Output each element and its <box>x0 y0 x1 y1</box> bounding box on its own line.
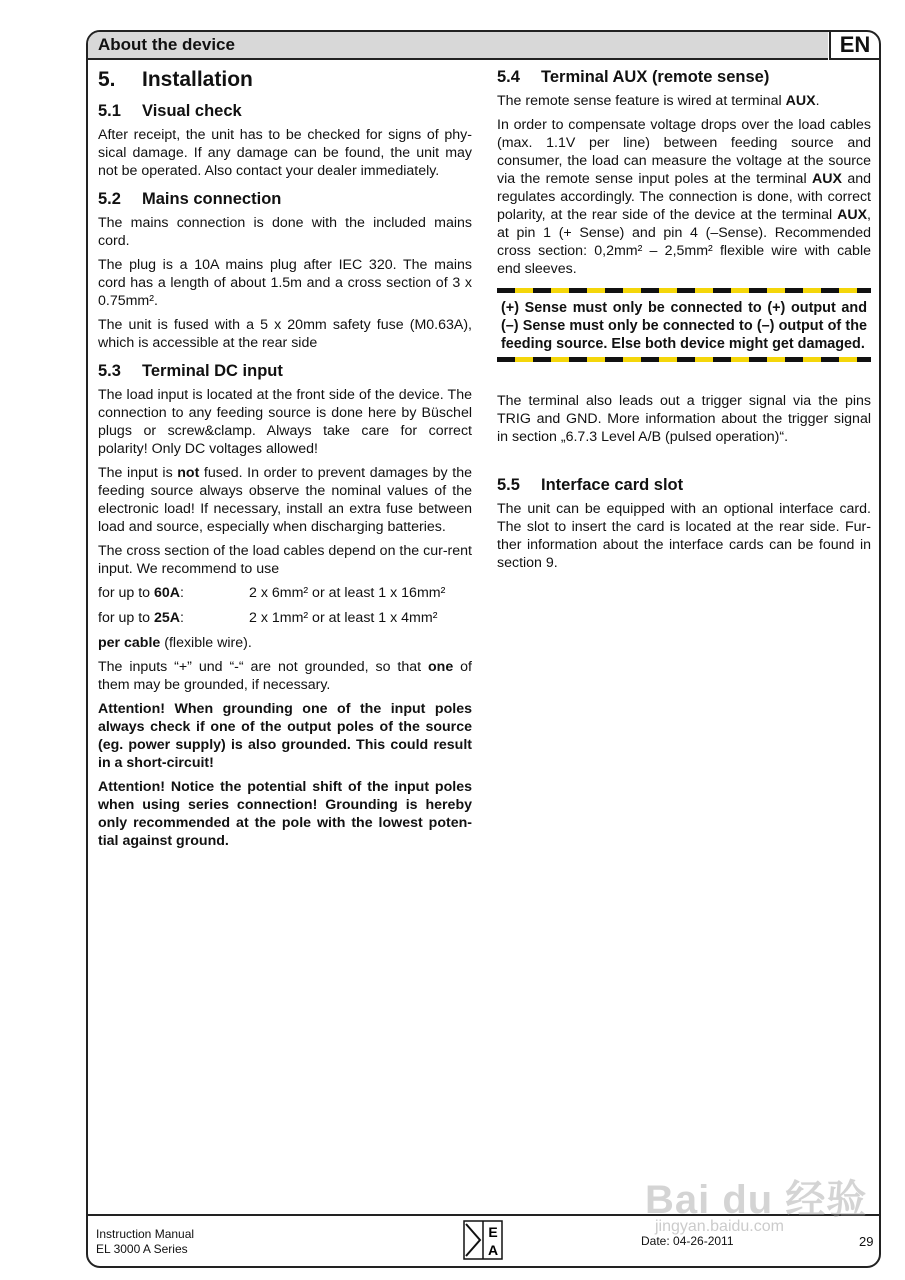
paragraph <box>497 116 871 278</box>
warning-stripe-bottom <box>497 357 871 362</box>
footer-manual <box>96 1227 194 1257</box>
subsection-title: Mains connection <box>142 190 282 208</box>
paragraph: After receipt, the unit has to be checked for signs of phy-sical damage. If any damage can be found, the unit may not be operated. Also contact your dealer immediately. <box>98 127 472 179</box>
text-span: for up to <box>98 610 154 626</box>
subsection-number: 5.1 <box>98 102 121 120</box>
paragraph: The mains connection is done with the included mains cord. <box>98 215 472 249</box>
logo-letter-e: E <box>488 1224 498 1240</box>
watermark-brand: Bai du 经验 <box>645 1178 868 1222</box>
bold-span: 60A <box>154 585 181 601</box>
subsection-heading-mains <box>98 190 472 209</box>
subsection-heading-dc-input <box>98 362 472 381</box>
footer-date: Date: 04-26-2011 <box>641 1234 734 1248</box>
page-number: 29 <box>859 1234 874 1249</box>
paragraph <box>98 464 472 536</box>
manual-title: Instruction Manual <box>96 1227 195 1241</box>
subsection-number: 5.5 <box>497 476 520 494</box>
warning-box <box>497 288 871 362</box>
row-value: 2 x 6mm² or at least 1 x 16mm² <box>249 585 446 601</box>
cable-row-60a <box>98 584 472 602</box>
bold-span: 25A <box>154 610 181 626</box>
logo-letter-a: A <box>487 1242 499 1258</box>
warning-text: (+) Sense must only be connected to (+) output and (–) Sense must only be connected to (–) output of the feeding source. Else both device might get damaged. <box>501 300 867 352</box>
text-span: and regulates accordingly. The connection is done, with correct polarity, at the rear side of the device at the terminal <box>497 171 872 223</box>
paragraph: The load input is located at the front side of the device. The connection to any feeding source is done here by Büschel plugs or screw&clamp. Always take care for correct polarity! Only DC voltages allowed! <box>98 387 472 457</box>
paragraph: The terminal also leads out a trigger signal via the pins TRIG and GND. More information about the trigger signal in section „6.7.3 Level A/B (pulsed operation)“. <box>497 393 871 445</box>
cable-row-25a <box>98 609 472 627</box>
right-column <box>497 68 871 578</box>
page-header <box>88 32 828 60</box>
text-span: The input is <box>98 465 178 481</box>
attention-paragraph: Attention! When grounding one of the input poles always check if one of the output poles of the source (eg. power supply) is also grounded. This could result in a short-circuit! <box>98 701 472 771</box>
paragraph <box>98 658 472 694</box>
bold-span: one <box>428 659 454 675</box>
bold-span: AUX <box>811 171 842 187</box>
paragraph <box>497 92 871 110</box>
paragraph: The cross section of the load cables depend on the cur-rent input. We recommend to use <box>98 543 472 577</box>
paragraph <box>98 634 472 652</box>
ea-logo-icon <box>463 1220 503 1260</box>
row-value: 2 x 1mm² or at least 1 x 4mm² <box>249 610 438 626</box>
subsection-heading-visual-check <box>98 102 472 121</box>
text-span: The remote sense feature is wired at terminal <box>497 93 786 109</box>
manual-series: EL 3000 A Series <box>96 1242 188 1256</box>
subsection-title: Terminal AUX (remote sense) <box>541 68 770 86</box>
bold-span: AUX <box>837 207 868 223</box>
text-span: The inputs “+” und “-“ are not grounded, so that <box>98 659 428 675</box>
subsection-title: Interface card slot <box>541 476 684 494</box>
bold-span: AUX <box>785 93 816 109</box>
row-label <box>98 584 249 602</box>
subsection-heading-aux <box>497 68 871 87</box>
warning-stripe-top <box>497 288 871 293</box>
text-span: In order to compensate voltage drops over the load cables (max. 1.1V per line) between feeding source and consumer, the load can measure the voltage at the source via the remote sense input poles at the terminal <box>497 117 871 187</box>
section-title: Installation <box>142 68 253 91</box>
row-label <box>98 609 249 627</box>
text-span: of them may be grounded, if necessary. <box>98 659 472 693</box>
subsection-title: Visual check <box>142 102 242 120</box>
subsection-title: Terminal DC input <box>142 362 283 380</box>
language-badge: EN <box>829 32 879 60</box>
text-span: (flexible wire). <box>160 635 252 651</box>
text-span: : <box>180 585 184 601</box>
header-title: About the device <box>98 35 235 54</box>
text-span: fused. In order to prevent damages by the feeding source always observe the nominal values of the electronic load! If necessary, install an extra fuse between load and source, especially when discharging batteries. <box>98 465 472 535</box>
left-column <box>98 68 472 856</box>
text-span: for up to <box>98 585 154 601</box>
bold-span: per cable <box>98 635 161 651</box>
paragraph: The unit can be equipped with an optional interface card. The slot to insert the card is located at the rear side. Fur-ther information about the interface cards can be found in section 9. <box>497 501 871 571</box>
bold-span: not <box>177 465 200 481</box>
watermark-url: jingyan.baidu.com <box>655 1218 784 1235</box>
text-span: : <box>180 610 184 626</box>
paragraph: The plug is a 10A mains plug after IEC 320. The mains cord has a length of about 1.5m and a cross section of 3 x 0.75mm². <box>98 257 472 309</box>
attention-paragraph: Attention! Notice the potential shift of the input poles when using series connection! Grounding is hereby only recommended at the pole with the lowest poten-tial against ground. <box>98 779 472 849</box>
subsection-number: 5.4 <box>497 68 520 86</box>
subsection-heading-interface <box>497 476 871 495</box>
paragraph: The unit is fused with a 5 x 20mm safety fuse (M0.63A), which is accessible at the rear side <box>98 317 472 351</box>
subsection-number: 5.2 <box>98 190 121 208</box>
text-span: , at pin 1 (+ Sense) and pin 4 (–Sense). Recommended cross section: 0,2mm² – 2,5mm² flexible wire with cable end sleeves. <box>497 207 871 277</box>
section-heading-installation <box>98 68 472 92</box>
text-span: . <box>815 93 820 109</box>
subsection-number: 5.3 <box>98 362 121 380</box>
section-number: 5. <box>98 68 116 91</box>
